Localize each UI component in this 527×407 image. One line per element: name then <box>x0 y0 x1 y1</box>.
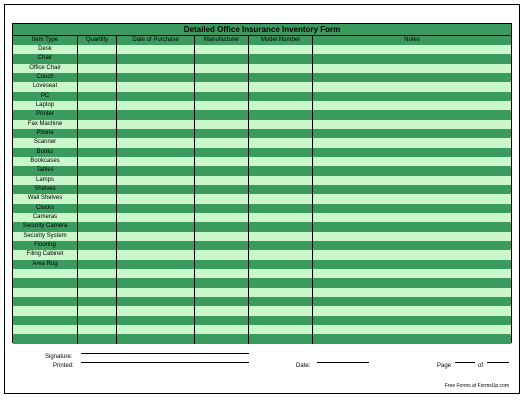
manufacturer-cell[interactable] <box>195 297 249 306</box>
quantity-cell[interactable] <box>78 64 117 73</box>
notes-cell[interactable] <box>313 185 511 194</box>
header-date-of-purchase: Date of Purchase <box>117 36 195 45</box>
quantity-cell[interactable] <box>78 306 117 315</box>
date-of-purchase-cell[interactable] <box>117 288 195 297</box>
model-number-cell[interactable] <box>249 325 313 334</box>
model-number-cell[interactable] <box>249 269 313 278</box>
notes-cell[interactable] <box>313 288 511 297</box>
model-number-cell[interactable] <box>249 334 313 343</box>
date-of-purchase-cell[interactable] <box>117 297 195 306</box>
item-type-cell <box>13 325 78 334</box>
model-number-cell[interactable] <box>249 288 313 297</box>
date-of-purchase-cell[interactable] <box>117 222 195 231</box>
of-label: of <box>478 363 484 369</box>
date-of-purchase-cell[interactable] <box>117 232 195 241</box>
notes-cell[interactable] <box>313 194 511 203</box>
manufacturer-cell[interactable] <box>195 45 249 54</box>
header-model-number: Model Number <box>249 36 313 45</box>
table-row <box>13 260 511 269</box>
manufacturer-cell[interactable] <box>195 120 249 129</box>
model-number-cell[interactable] <box>249 148 313 157</box>
item-type-cell: PC <box>13 92 78 101</box>
notes-cell[interactable] <box>313 334 511 343</box>
credit-text: Free Forms at FormsUp.com <box>444 383 509 389</box>
model-number-cell[interactable] <box>249 250 313 259</box>
notes-cell[interactable] <box>313 129 511 138</box>
model-number-cell[interactable] <box>249 166 313 175</box>
table-row <box>13 213 511 222</box>
item-type-cell: Security System <box>13 232 78 241</box>
quantity-cell[interactable] <box>78 194 117 203</box>
header-item-type: Item Type <box>13 36 78 45</box>
table-body <box>13 45 511 343</box>
manufacturer-cell[interactable] <box>195 54 249 63</box>
table-row <box>13 297 511 306</box>
date-line[interactable] <box>317 362 369 363</box>
item-type-cell: Fax Machine <box>13 120 78 129</box>
quantity-cell[interactable] <box>78 176 117 185</box>
item-type-cell: Printer <box>13 110 78 119</box>
quantity-cell[interactable] <box>78 222 117 231</box>
notes-cell[interactable] <box>313 138 511 147</box>
table-row <box>13 288 511 297</box>
notes-cell[interactable] <box>313 316 511 325</box>
signature-label: Signature: <box>45 354 73 360</box>
item-type-cell: Couch <box>13 73 78 82</box>
date-of-purchase-cell[interactable] <box>117 194 195 203</box>
quantity-cell[interactable] <box>78 334 117 343</box>
notes-cell[interactable] <box>313 148 511 157</box>
table-row <box>13 176 511 185</box>
notes-cell[interactable] <box>313 213 511 222</box>
date-label: Date: <box>296 363 311 369</box>
date-of-purchase-cell[interactable] <box>117 176 195 185</box>
notes-cell[interactable] <box>313 157 511 166</box>
table-row <box>13 148 511 157</box>
notes-cell[interactable] <box>313 278 511 287</box>
quantity-cell[interactable] <box>78 120 117 129</box>
item-type-cell: Phone <box>13 129 78 138</box>
item-type-cell <box>13 269 78 278</box>
table-row <box>13 157 511 166</box>
notes-cell[interactable] <box>313 45 511 54</box>
notes-cell[interactable] <box>313 204 511 213</box>
item-type-cell <box>13 297 78 306</box>
notes-cell[interactable] <box>313 250 511 259</box>
form-page <box>4 4 520 394</box>
date-of-purchase-cell[interactable] <box>117 213 195 222</box>
notes-cell[interactable] <box>313 101 511 110</box>
item-type-cell: Lamps <box>13 176 78 185</box>
quantity-cell[interactable] <box>78 138 117 147</box>
manufacturer-cell[interactable] <box>195 64 249 73</box>
manufacturer-cell[interactable] <box>195 92 249 101</box>
manufacturer-cell[interactable] <box>195 73 249 82</box>
item-type-cell: Shelves <box>13 185 78 194</box>
manufacturer-cell[interactable] <box>195 185 249 194</box>
notes-cell[interactable] <box>313 64 511 73</box>
quantity-cell[interactable] <box>78 73 117 82</box>
manufacturer-cell[interactable] <box>195 101 249 110</box>
table-row <box>13 278 511 287</box>
quantity-cell[interactable] <box>78 129 117 138</box>
manufacturer-cell[interactable] <box>195 138 249 147</box>
page-label: Page <box>437 363 452 369</box>
quantity-cell[interactable] <box>78 82 117 91</box>
quantity-cell[interactable] <box>78 232 117 241</box>
table-row <box>13 194 511 203</box>
table-row <box>13 241 511 250</box>
item-type-cell: Wall Shelves <box>13 194 78 203</box>
manufacturer-cell[interactable] <box>195 82 249 91</box>
item-type-cell <box>13 288 78 297</box>
header-notes: Notes <box>404 37 420 43</box>
date-of-purchase-cell[interactable] <box>117 138 195 147</box>
model-number-cell[interactable] <box>249 241 313 250</box>
manufacturer-cell[interactable] <box>195 222 249 231</box>
date-of-purchase-cell[interactable] <box>117 204 195 213</box>
table-row <box>13 82 511 91</box>
date-of-purchase-cell[interactable] <box>117 325 195 334</box>
item-type-cell: Tables <box>13 166 78 175</box>
date-of-purchase-cell[interactable] <box>117 92 195 101</box>
manufacturer-cell[interactable] <box>195 204 249 213</box>
table-row <box>13 110 511 119</box>
model-number-cell[interactable] <box>249 82 313 91</box>
model-number-cell[interactable] <box>249 204 313 213</box>
quantity-cell[interactable] <box>78 278 117 287</box>
model-number-cell[interactable] <box>249 232 313 241</box>
model-number-cell[interactable] <box>249 92 313 101</box>
quantity-cell[interactable] <box>78 297 117 306</box>
table-row <box>13 54 511 63</box>
item-type-cell: Scanner <box>13 138 78 147</box>
notes-cell[interactable] <box>313 325 511 334</box>
table-row <box>13 120 511 129</box>
manufacturer-cell[interactable] <box>195 194 249 203</box>
date-of-purchase-cell[interactable] <box>117 148 195 157</box>
item-type-cell <box>13 306 78 315</box>
manufacturer-cell[interactable] <box>195 110 249 119</box>
date-of-purchase-cell[interactable] <box>117 157 195 166</box>
notes-cell[interactable] <box>313 92 511 101</box>
model-number-cell[interactable] <box>249 110 313 119</box>
manufacturer-cell[interactable] <box>195 213 249 222</box>
table-row <box>13 222 511 231</box>
manufacturer-cell[interactable] <box>195 241 249 250</box>
item-type-cell: Office Chair <box>13 64 78 73</box>
manufacturer-cell[interactable] <box>195 334 249 343</box>
model-number-cell[interactable] <box>249 278 313 287</box>
manufacturer-cell[interactable] <box>195 316 249 325</box>
item-type-cell: Loveseat <box>13 82 78 91</box>
model-number-cell[interactable] <box>249 316 313 325</box>
date-of-purchase-cell[interactable] <box>117 278 195 287</box>
item-type-cell: Security Camera <box>13 222 78 231</box>
model-number-cell[interactable] <box>249 297 313 306</box>
quantity-cell[interactable] <box>78 288 117 297</box>
table-row <box>13 269 511 278</box>
printed-line[interactable] <box>81 362 249 363</box>
quantity-cell[interactable] <box>78 92 117 101</box>
model-number-cell[interactable] <box>249 213 313 222</box>
model-number-cell[interactable] <box>249 101 313 110</box>
item-type-cell: Bookcases <box>13 157 78 166</box>
manufacturer-cell[interactable] <box>195 148 249 157</box>
item-type-cell: Flooring <box>13 241 78 250</box>
page-number-line[interactable] <box>455 362 475 363</box>
item-type-cell: Clocks <box>13 204 78 213</box>
manufacturer-cell[interactable] <box>195 306 249 315</box>
date-of-purchase-cell[interactable] <box>117 45 195 54</box>
table-row <box>13 101 511 110</box>
notes-cell[interactable] <box>313 306 511 315</box>
quantity-cell[interactable] <box>78 166 117 175</box>
date-of-purchase-cell[interactable] <box>117 110 195 119</box>
quantity-cell[interactable] <box>78 213 117 222</box>
model-number-cell[interactable] <box>249 222 313 231</box>
model-number-cell[interactable] <box>249 157 313 166</box>
manufacturer-cell[interactable] <box>195 325 249 334</box>
model-number-cell[interactable] <box>249 185 313 194</box>
item-type-cell: Area Rug <box>13 260 78 269</box>
quantity-cell[interactable] <box>78 110 117 119</box>
notes-cell[interactable] <box>313 176 511 185</box>
date-of-purchase-cell[interactable] <box>117 334 195 343</box>
date-of-purchase-cell[interactable] <box>117 120 195 129</box>
model-number-cell[interactable] <box>249 306 313 315</box>
table-row <box>13 138 511 147</box>
table-row <box>13 316 511 325</box>
notes-cell[interactable] <box>313 110 511 119</box>
notes-cell[interactable] <box>313 269 511 278</box>
model-number-cell[interactable] <box>249 260 313 269</box>
table-row <box>13 185 511 194</box>
quantity-cell[interactable] <box>78 241 117 250</box>
notes-cell[interactable] <box>313 73 511 82</box>
manufacturer-cell[interactable] <box>195 129 249 138</box>
table-row <box>13 92 511 101</box>
date-of-purchase-cell[interactable] <box>117 260 195 269</box>
table-row <box>13 250 511 259</box>
model-number-cell[interactable] <box>249 129 313 138</box>
quantity-cell[interactable] <box>78 269 117 278</box>
date-of-purchase-cell[interactable] <box>117 101 195 110</box>
date-of-purchase-cell[interactable] <box>117 241 195 250</box>
notes-cell[interactable] <box>313 232 511 241</box>
date-of-purchase-cell[interactable] <box>117 54 195 63</box>
model-number-cell[interactable] <box>249 64 313 73</box>
model-number-cell[interactable] <box>249 54 313 63</box>
table-row <box>13 129 511 138</box>
quantity-cell[interactable] <box>78 148 117 157</box>
quantity-cell[interactable] <box>78 316 117 325</box>
table-row <box>13 325 511 334</box>
model-number-cell[interactable] <box>249 120 313 129</box>
quantity-cell[interactable] <box>78 157 117 166</box>
notes-cell[interactable] <box>313 222 511 231</box>
table-row <box>13 73 511 82</box>
model-number-cell[interactable] <box>249 176 313 185</box>
inventory-table <box>12 23 512 343</box>
table-row <box>13 232 511 241</box>
model-number-cell[interactable] <box>249 194 313 203</box>
manufacturer-cell[interactable] <box>195 157 249 166</box>
notes-cell[interactable] <box>313 241 511 250</box>
item-type-cell: Laptop <box>13 101 78 110</box>
date-of-purchase-cell[interactable] <box>117 129 195 138</box>
table-row <box>13 334 511 343</box>
notes-cell[interactable] <box>313 54 511 63</box>
item-type-cell: Chair <box>13 54 78 63</box>
model-number-cell[interactable] <box>249 138 313 147</box>
header-quantity: Quantity <box>78 36 117 45</box>
manufacturer-cell[interactable] <box>195 176 249 185</box>
manufacturer-cell[interactable] <box>195 260 249 269</box>
model-number-cell[interactable] <box>249 45 313 54</box>
quantity-cell[interactable] <box>78 250 117 259</box>
item-type-cell: Cameras <box>13 213 78 222</box>
table-header <box>13 36 511 45</box>
quantity-cell[interactable] <box>78 260 117 269</box>
date-of-purchase-cell[interactable] <box>117 185 195 194</box>
notes-cell[interactable] <box>313 297 511 306</box>
quantity-cell[interactable] <box>78 54 117 63</box>
manufacturer-cell[interactable] <box>195 250 249 259</box>
item-type-cell: Desk <box>13 45 78 54</box>
table-row <box>13 166 511 175</box>
quantity-cell[interactable] <box>78 204 117 213</box>
table-row <box>13 306 511 315</box>
form-title: Detailed Office Insurance Inventory Form <box>13 24 511 36</box>
manufacturer-cell[interactable] <box>195 166 249 175</box>
item-type-cell <box>13 334 78 343</box>
manufacturer-cell[interactable] <box>195 278 249 287</box>
quantity-cell[interactable] <box>78 101 117 110</box>
table-row <box>13 204 511 213</box>
table-row <box>13 45 511 54</box>
notes-cell[interactable] <box>313 82 511 91</box>
date-of-purchase-cell[interactable] <box>117 73 195 82</box>
notes-cell[interactable] <box>313 260 511 269</box>
item-type-cell <box>13 278 78 287</box>
date-of-purchase-cell[interactable] <box>117 166 195 175</box>
notes-cell[interactable] <box>313 166 511 175</box>
date-of-purchase-cell[interactable] <box>117 269 195 278</box>
quantity-cell[interactable] <box>78 45 117 54</box>
manufacturer-cell[interactable] <box>195 269 249 278</box>
model-number-cell[interactable] <box>249 73 313 82</box>
item-type-cell: Filing Cabinet <box>13 250 78 259</box>
notes-cell[interactable] <box>313 120 511 129</box>
date-of-purchase-cell[interactable] <box>117 82 195 91</box>
quantity-cell[interactable] <box>78 325 117 334</box>
item-type-cell <box>13 316 78 325</box>
table-row <box>13 64 511 73</box>
date-of-purchase-cell[interactable] <box>117 250 195 259</box>
printed-label: Printed: <box>53 363 74 369</box>
header-manufacturer: Manufacturer <box>195 36 249 45</box>
date-of-purchase-cell[interactable] <box>117 316 195 325</box>
manufacturer-cell[interactable] <box>195 232 249 241</box>
manufacturer-cell[interactable] <box>195 288 249 297</box>
quantity-cell[interactable] <box>78 185 117 194</box>
date-of-purchase-cell[interactable] <box>117 306 195 315</box>
page-total-line[interactable] <box>487 362 509 363</box>
item-type-cell: Books <box>13 148 78 157</box>
signature-line[interactable] <box>81 353 249 354</box>
date-of-purchase-cell[interactable] <box>117 64 195 73</box>
